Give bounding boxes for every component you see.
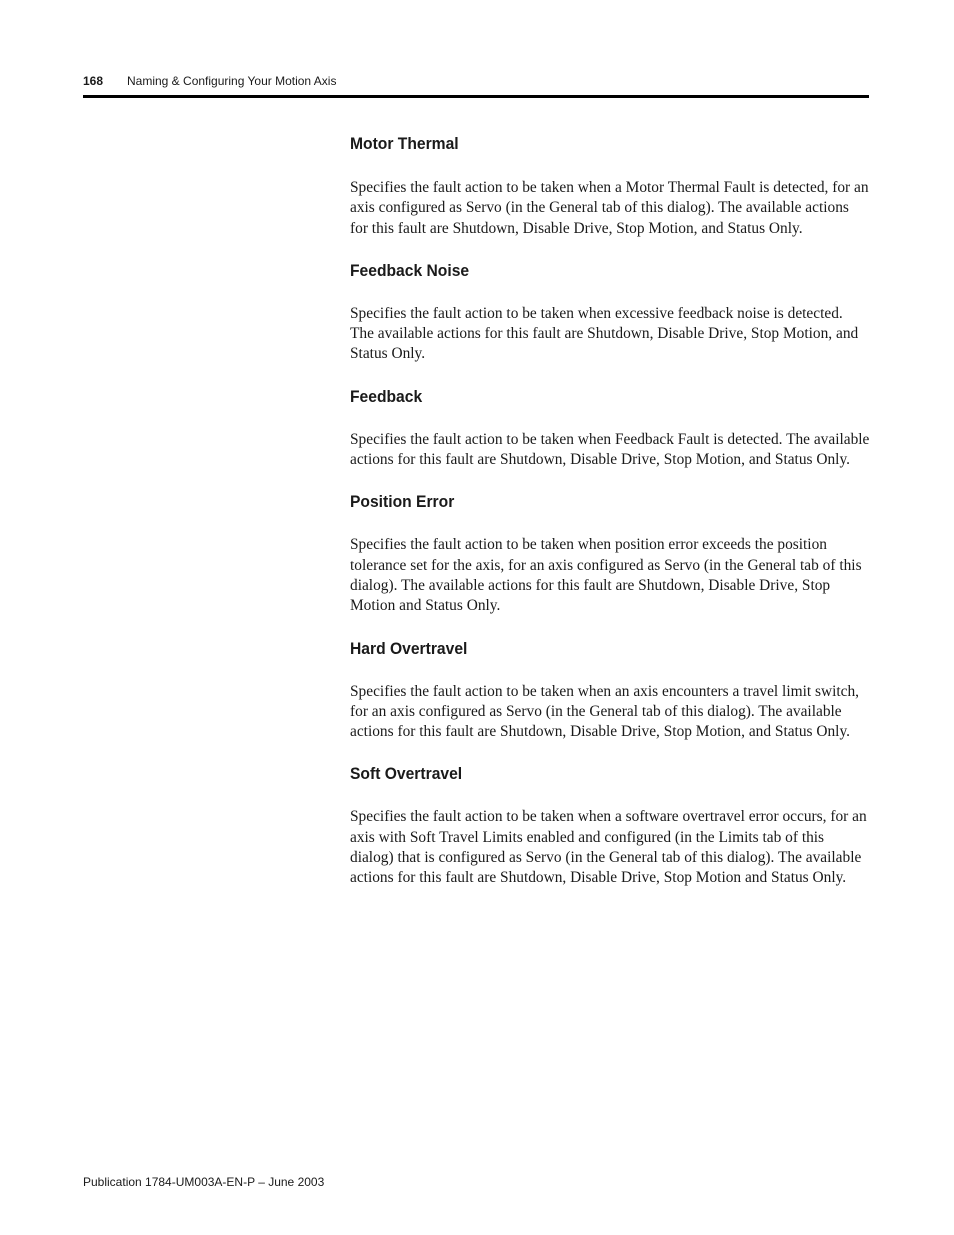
- section-heading: Feedback: [350, 386, 423, 406]
- section-heading: Feedback Noise: [350, 260, 470, 280]
- section-soft-overtravel: [350, 763, 870, 888]
- section-hard-overtravel: [350, 638, 870, 743]
- section-feedback-noise: [350, 260, 870, 365]
- section-heading: Motor Thermal: [350, 134, 459, 153]
- section-body: Specifies the fault action to be taken when a software overtravel error occurs, for an axis with Soft Travel Limits enabled and configured (in the Limits tab of this dialog) that is configured as Servo (in the General tab of this dialog). The available actions for this fault are Shutdown, Disable Drive, Stop Motion and Status Only.: [350, 808, 867, 887]
- section-body: Specifies the fault action to be taken when an axis encounters a travel limit switch, for an axis configured as Servo (in the General tab of this dialog). The available actions for this fault are Shutdown, Disable Drive, Stop Motion, and Status Only.: [350, 682, 860, 741]
- header-rule: [83, 95, 869, 98]
- section-body: Specifies the fault action to be taken when a Motor Thermal Fault is detected, for an axis configured as Servo (in the General tab of this dialog). The available actions for this fault are Shutdown, Disable Drive, Stop Motion, and Status Only.: [350, 179, 869, 237]
- section-heading: Soft Overtravel: [350, 764, 463, 784]
- page-number: 168: [83, 74, 104, 88]
- section-heading: Position Error: [350, 492, 455, 512]
- section-motor-thermal: [350, 133, 870, 239]
- publication-info: Publication 1784-UM003A-EN-P – June 2003: [83, 1175, 325, 1189]
- section-body: Specifies the fault action to be taken when Feedback Fault is detected. The available actions for this fault are Shutdown, Disable Drive, Stop Motion, and Status Only.: [350, 430, 870, 469]
- section-position-error: [350, 491, 870, 616]
- chapter-title: Naming & Configuring Your Motion Axis: [127, 74, 337, 88]
- section-feedback: [350, 386, 870, 471]
- section-body: Specifies the fault action to be taken when excessive feedback noise is detected. The available actions for this fault are Shutdown, Disable Drive, Stop Motion, and Status Only.: [350, 304, 859, 363]
- page-header: [83, 72, 869, 90]
- section-body: Specifies the fault action to be taken when position error exceeds the position tolerance set for the axis, for an axis configured as Servo (in the General tab of this dialog). The available actions for this fault are Shutdown, Disable Drive, Stop Motion and Status Only.: [350, 536, 862, 615]
- page-footer: [83, 1173, 324, 1191]
- section-heading: Hard Overtravel: [350, 638, 468, 658]
- main-content: [350, 133, 870, 889]
